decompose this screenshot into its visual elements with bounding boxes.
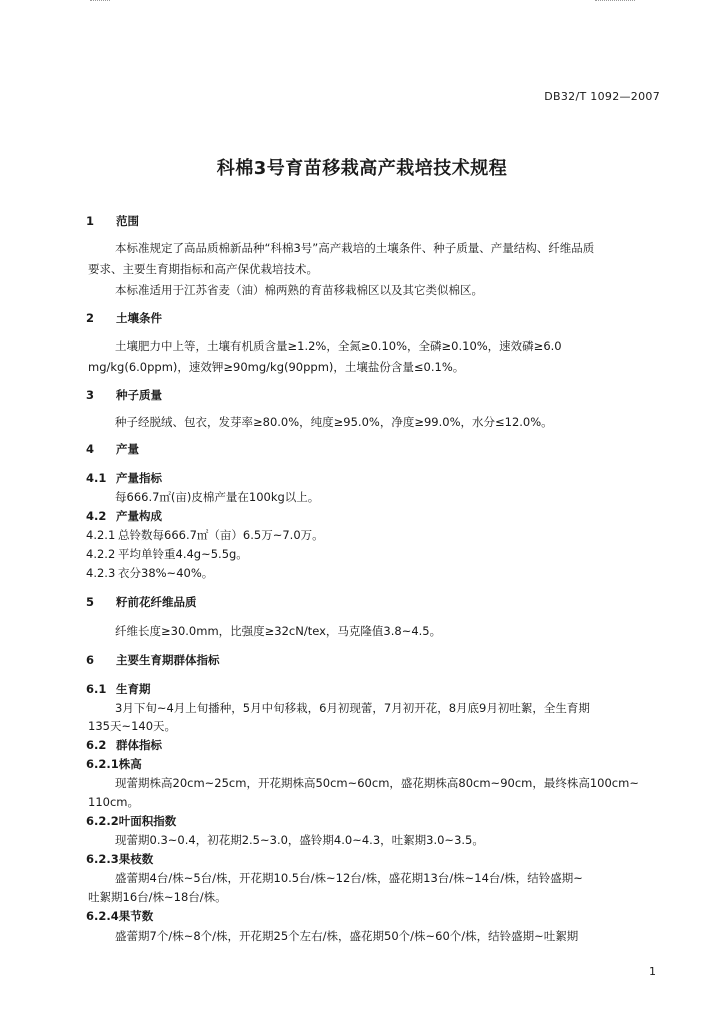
subsection-title: 产量构成: [116, 509, 162, 523]
subsection-title: 群体指标: [116, 738, 162, 752]
clause-number: 4.2.1: [86, 528, 116, 542]
paragraph-line: mg/kg(6.0ppm)，速效钾≥90mg/kg(90ppm)，土壤盐份含量≤0.1%。: [88, 360, 465, 374]
section-title: 土壤条件: [116, 311, 162, 325]
section-title: 主要生育期群体指标: [116, 653, 220, 667]
section-number: 1: [86, 214, 95, 228]
subsection-heading: [86, 508, 162, 524]
paragraph-line: 每666.7㎡(亩)皮棉产量在100kg以上。: [115, 490, 320, 504]
paragraph-line: 要求、主要生育期指标和高产保优栽培技术。: [88, 262, 318, 276]
scan-edge-mark: [90, 0, 110, 7]
section-title: 种子质量: [116, 388, 162, 402]
subsection-heading: [86, 681, 151, 697]
clause-title: 株高: [118, 757, 142, 771]
paragraph-line: 种子经脱绒、包衣，发芽率≥80.0%，纯度≥95.0%，净度≥99.0%，水分≤12.0%。: [115, 415, 553, 429]
paragraph-line: 盛蕾期7个/株~8个/株，开花期25个左右/株，盛花期50个/株~60个/株，结铃盛期~吐絮期: [115, 929, 579, 943]
section-number: 5: [86, 595, 95, 609]
clause-heading: [86, 908, 153, 924]
clause-text: 总铃数每666.7㎡（亩）6.5万~7.0万。: [118, 528, 324, 542]
section-heading: [86, 594, 197, 610]
section-heading: [86, 441, 139, 457]
section-number: 2: [86, 311, 95, 325]
subsection-number: 6.1: [86, 682, 107, 696]
paragraph-line: 盛蕾期4台/株~5台/株，开花期10.5台/株~12台/株，盛花期13台/株~14台/株，结铃盛期~: [115, 871, 583, 885]
subsection-heading: [86, 470, 162, 486]
subsection-number: 4.2: [86, 509, 107, 523]
document-title: 科棉3号育苗移栽高产栽培技术规程: [216, 158, 508, 179]
clause-text: 衣分38%~40%。: [118, 566, 214, 580]
section-heading: [86, 213, 139, 229]
clause-number: 6.2.3: [86, 852, 119, 866]
clause-title: 果节数: [118, 909, 154, 923]
clause-number: 4.2.2: [86, 547, 116, 561]
scan-edge-mark: [595, 0, 635, 7]
subsection-title: 生育期: [116, 682, 151, 696]
paragraph-line: 纤维长度≥30.0mm，比强度≥32cN/tex，马克隆值3.8~4.5。: [115, 624, 442, 638]
section-heading: [86, 387, 162, 403]
section-title: 范围: [116, 214, 139, 228]
clause-heading: [86, 756, 142, 772]
clause-heading: [86, 851, 153, 867]
clause-number: 6.2.4: [86, 909, 119, 923]
paragraph-line: 110cm。: [88, 795, 139, 809]
paragraph-line: 135天~140天。: [88, 719, 177, 733]
paragraph-line: 3月下旬~4月上旬播种，5月中旬移栽，6月初现蕾，7月初开花，8月底9月初吐絮，全生育期: [115, 701, 590, 715]
clause-number: 6.2.2: [86, 814, 119, 828]
paragraph-line: 现蕾期株高20cm~25cm，开花期株高50cm~60cm，盛花期株高80cm~90cm，最终株高100cm~: [115, 776, 639, 790]
subsection-title: 产量指标: [116, 471, 162, 485]
clause-heading: [86, 813, 176, 829]
paragraph-line: 吐絮期16台/株~18台/株。: [88, 890, 227, 904]
paragraph-line: 本标准适用于江苏省麦（油）棉两熟的育苗移栽棉区以及其它类似棉区。: [115, 283, 483, 297]
subsection-number: 4.1: [86, 471, 107, 485]
paragraph-line: 本标准规定了高品质棉新品种“科棉3号”高产栽培的土壤条件、种子质量、产量结构、纤维品质: [115, 241, 595, 255]
clause-text: 平均单铃重4.4g~5.5g。: [118, 547, 248, 561]
section-number: 4: [86, 442, 95, 456]
page-number: 1: [649, 965, 656, 978]
subsection-number: 6.2: [86, 738, 107, 752]
subsection-heading: [86, 737, 162, 753]
clause-number: 6.2.1: [86, 757, 119, 771]
clause-title: 叶面积指数: [118, 814, 177, 828]
section-heading: [86, 310, 162, 326]
paragraph-line: 现蕾期0.3~0.4，初花期2.5~3.0，盛铃期4.0~4.3，吐絮期3.0~3.5。: [115, 833, 484, 847]
clause-title: 果枝数: [118, 852, 154, 866]
section-title: 籽前花纤维品质: [116, 595, 197, 609]
section-number: 6: [86, 653, 95, 667]
clause-line: [86, 546, 248, 562]
clause-number: 4.2.3: [86, 566, 116, 580]
clause-line: [86, 527, 324, 543]
section-heading: [86, 652, 220, 668]
standard-code: DB32/T 1092—2007: [544, 90, 660, 103]
clause-line: [86, 565, 213, 581]
paragraph-line: 土壤肥力中上等，土壤有机质含量≥1.2%，全氮≥0.10%，全磷≥0.10%，速效磷≥6.0: [115, 339, 562, 353]
section-title: 产量: [116, 442, 139, 456]
section-number: 3: [86, 388, 95, 402]
